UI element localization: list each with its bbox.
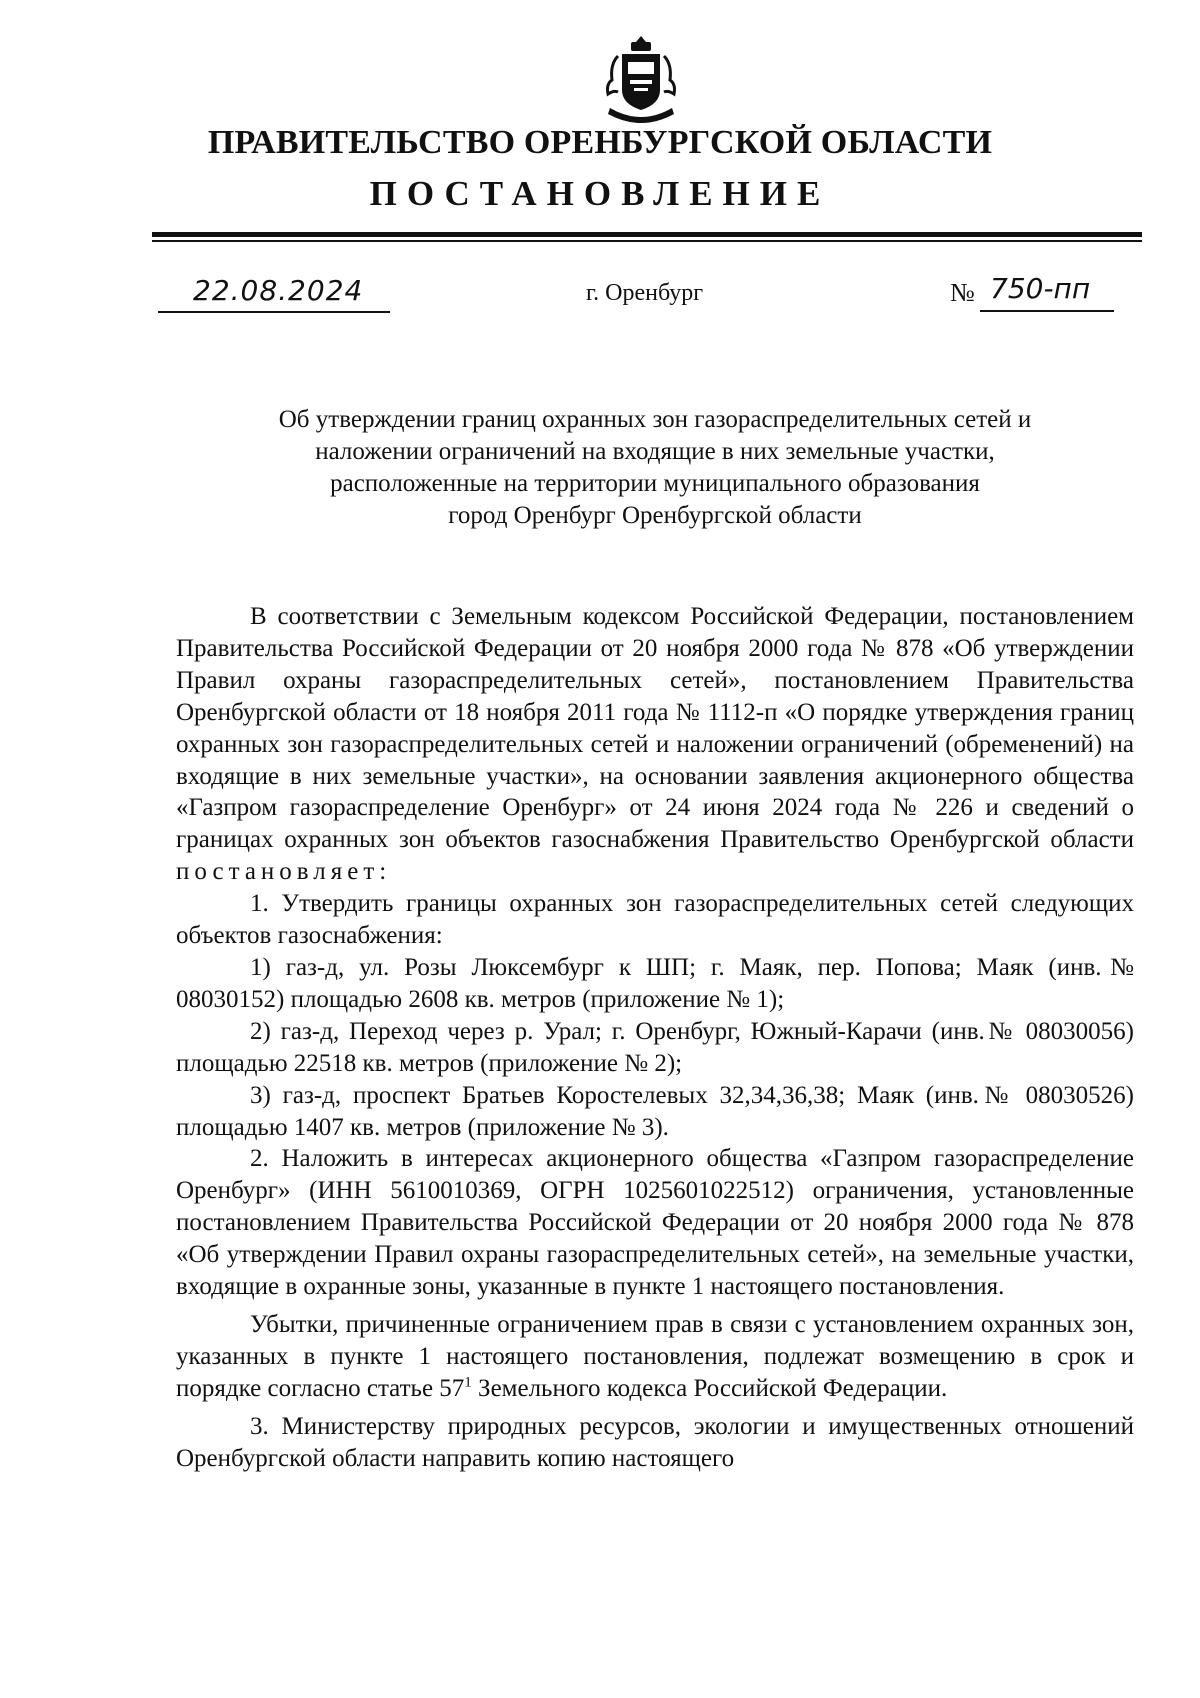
government-title: ПРАВИТЕЛЬСТВО ОРЕНБУРГСКОЙ ОБЛАСТИ [207, 124, 993, 161]
resolve-verb: постановляет [176, 858, 380, 886]
document-city: г. Оренбург [586, 280, 704, 306]
clause-1-item-1: 1) газ-д, ул. Розы Люксембург к ШП; г. Маяк, пер. Попова; Маяк (инв.№ 08030152) площадью 2608 кв. метров (приложение № 1); [176, 953, 1134, 1013]
number-sign: № [950, 278, 975, 307]
subject-line: Об утверждении границ охранных зон газораспределительных сетей и [278, 406, 1032, 433]
preamble-text: В соответствии с Земельным кодексом Российской Федерации, постановлением Правительства Российской Федерации от 20 ноября 2000 года № 878 «Об утверждении Правил охраны газораспределительных сетей», постановлением Правительства Оренбургской области от 18 ноября 2011 года № 1112-п «О порядке утверждения границ охранных зон газораспределительных сетей и наложении ограничений (обременений) на входящие в них земельные участки», на основании заявления акционерного общества «Газпром газораспределение Оренбург» от 24 июня 2024 года № 226 и сведений о границах охранных зон объектов газоснабжения Правительство Оренбургской области [176, 603, 1134, 854]
preamble-end: : [379, 858, 387, 886]
number-underline [980, 310, 1114, 312]
clause-2: 2. Наложить в интересах акционерного общества «Газпром газораспределение Оренбург» (ИНН 5610010369, ОГРН 1025601022512) ограничения, установленные постановлением Правительства Российской Федерации от 20 ноября 2000 года № 878 «Об утверждении Правил охраны газораспределительных сетей», на земельные участки, входящие в охранные зоны, указанные в пункте 1 настоящего постановления. [176, 1145, 1134, 1301]
document-type-title: ПОСТАНОВЛЕНИЕ [369, 174, 831, 213]
clause-3: 3. Министерству природных ресурсов, экологии и имущественных отношений Оренбургской области направить копию настоящего [176, 1412, 1134, 1472]
document-body [176, 601, 1134, 1474]
subject-line: расположенные на территории муниципального образования [330, 470, 980, 497]
preamble-paragraph [176, 601, 1134, 888]
date-underline [158, 311, 390, 313]
article-superscript: 1 [464, 1374, 472, 1391]
clause-1: 1. Утвердить границы охранных зон газораспределительных сетей следующих объектов газоснабжения: [176, 890, 1134, 950]
losses-paragraph [176, 1309, 1134, 1405]
subject-line: город Оренбург Оренбургской области [448, 502, 862, 529]
header-rule-thick [152, 232, 1142, 237]
header-rule-thin [152, 240, 1142, 242]
document-number: 750-пп [990, 272, 1091, 305]
subject-line: наложении ограничений на входящие в них земельные участки, [315, 438, 995, 465]
clause-1-item-2: 2) газ-д, Переход через р. Урал; г. Оренбург, Южный-Карачи (инв.№ 08030056) площадью 22518 кв. метров (приложение № 2); [176, 1017, 1134, 1077]
clause-1-item-3: 3) газ-д, проспект Братьев Коростелевых 32,34,36,38; Маяк (инв.№ 08030526) площадью 1407 кв. метров (приложение № 3). [176, 1081, 1134, 1141]
losses-text: Убытки, причиненные ограничением прав в связи с установлением охранных зон, указанных в пункте 1 настоящего постановления, подлежат возмещению в срок и порядке согласно статье 57 [176, 1310, 1134, 1402]
document-date: 22.08.2024 [193, 274, 364, 307]
coat-of-arms-emblem [604, 34, 678, 124]
document-subject [180, 404, 1130, 532]
losses-text-end: Земельного кодекса Российской Федерации. [471, 1374, 948, 1402]
